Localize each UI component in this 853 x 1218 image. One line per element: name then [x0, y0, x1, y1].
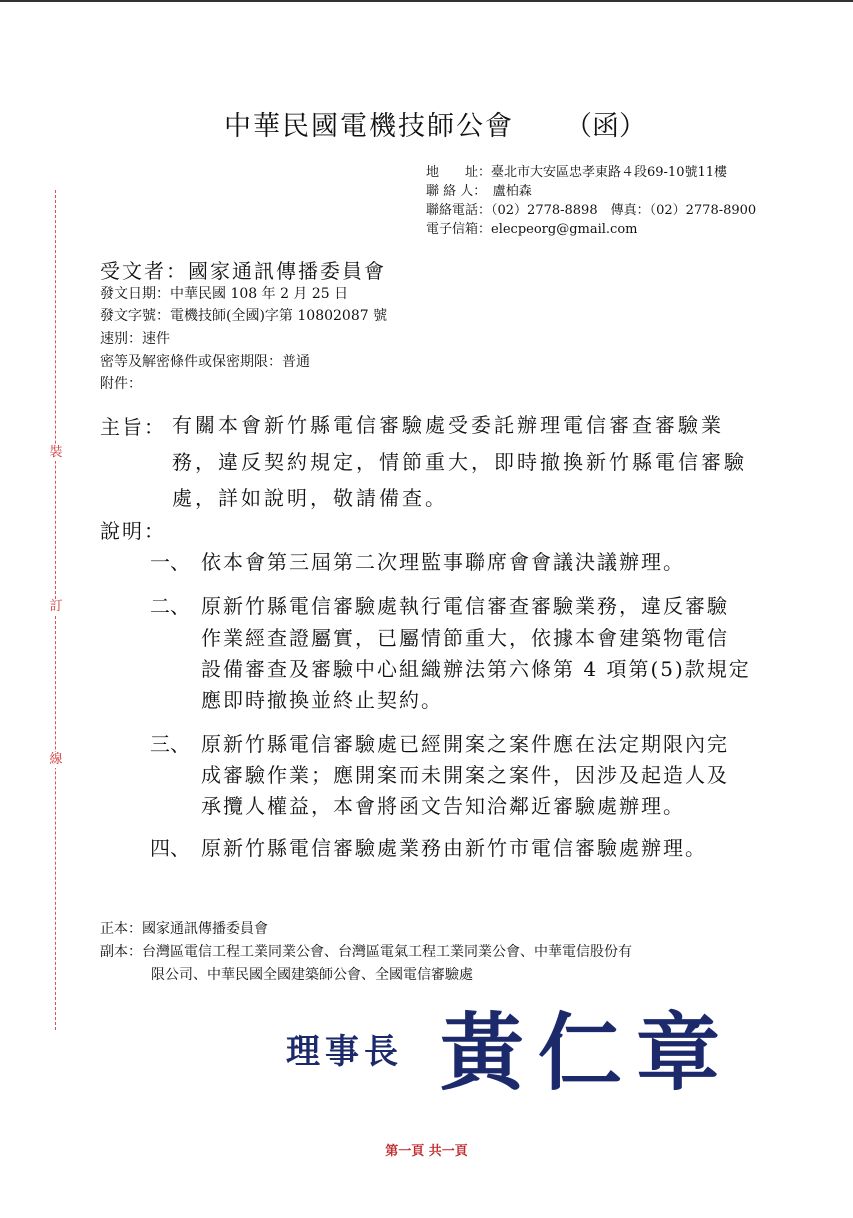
item-line: 原新竹縣電信審驗處業務由新竹市電信審驗處辦理。	[201, 836, 707, 860]
item-line: 作業經查證屬實，已屬情節重大，依據本會建築物電信	[201, 626, 729, 650]
signature-title: 理事長	[286, 1032, 403, 1072]
item-line: 依本會第三屆第二次理監事聯席會會議決議辦理。	[201, 550, 685, 574]
item-number: 一、	[150, 550, 190, 574]
document-number: 發文字號：電機技師(全國)字第 10802087 號	[100, 308, 388, 324]
document-type: （函）	[565, 111, 646, 142]
contact-email: 電子信箱：elecpeorg@gmail.com	[426, 222, 638, 237]
document-title: 中華民國電機技師公會	[224, 111, 514, 142]
explanation-label: 說明：	[100, 519, 166, 543]
binding-mark-zhuang: 裝	[49, 445, 63, 460]
attachments: 附件：	[100, 376, 142, 392]
original-recipient: 正本：國家通訊傳播委員會	[100, 921, 268, 937]
binding-mark-ding: 訂	[49, 599, 63, 614]
subject-line: 務，違反契約規定，情節重大，即時撤換新竹縣電信審驗	[172, 450, 747, 474]
subject-line: 有關本會新竹縣電信審驗處受委託辦理電信審查審驗業	[172, 413, 724, 437]
item-line: 設備審查及審驗中心組織辦法第六條第 4 項第(5)款規定	[201, 657, 751, 681]
item-line: 原新竹縣電信審驗處已經開案之案件應在法定期限內完	[201, 732, 729, 756]
item-line: 成審驗作業；應開案而未開案之案件，因涉及起造人及	[201, 763, 729, 787]
delivery-speed: 速別：速件	[100, 331, 170, 347]
contact-person: 聯 絡 人： 盧柏森	[426, 184, 532, 199]
cc-recipients-continued: 限公司、中華民國全國建築師公會、全國電信審驗處	[151, 967, 473, 983]
item-number: 三、	[150, 732, 190, 756]
item-line: 原新竹縣電信審驗處執行電信審查審驗業務，違反審驗	[201, 594, 729, 618]
contact-phone-fax: 聯絡電話：（02）2778-8898 傳真：（02）2778-8900	[426, 203, 757, 218]
subject-line: 處，詳如說明，敬請備查。	[172, 486, 448, 510]
recipient: 受文者：國家通訊傳播委員會	[100, 259, 386, 283]
security-level: 密等及解密條件或保密期限：普通	[100, 354, 310, 370]
page-number: 第一頁 共一頁	[385, 1144, 468, 1159]
item-line: 承攬人權益，本會將函文告知洽鄰近審驗處辦理。	[201, 794, 685, 818]
item-line: 應即時撤換並終止契約。	[201, 688, 443, 712]
binding-mark-xian: 線	[49, 752, 63, 767]
contact-address: 地 址：臺北市大安區忠孝東路４段69-10號11樓	[426, 165, 728, 180]
signature-name-stamp: 黃仁章	[440, 1004, 735, 1102]
top-border	[0, 0, 853, 2]
item-number: 四、	[150, 836, 190, 860]
subject-label: 主旨：	[100, 415, 166, 439]
issue-date: 發文日期：中華民國 108 年 2 月 25 日	[100, 286, 349, 302]
cc-recipients: 副本：台灣區電信工程工業同業公會、台灣區電氣工程工業同業公會、中華電信股份有	[100, 944, 632, 960]
item-number: 二、	[150, 594, 190, 618]
